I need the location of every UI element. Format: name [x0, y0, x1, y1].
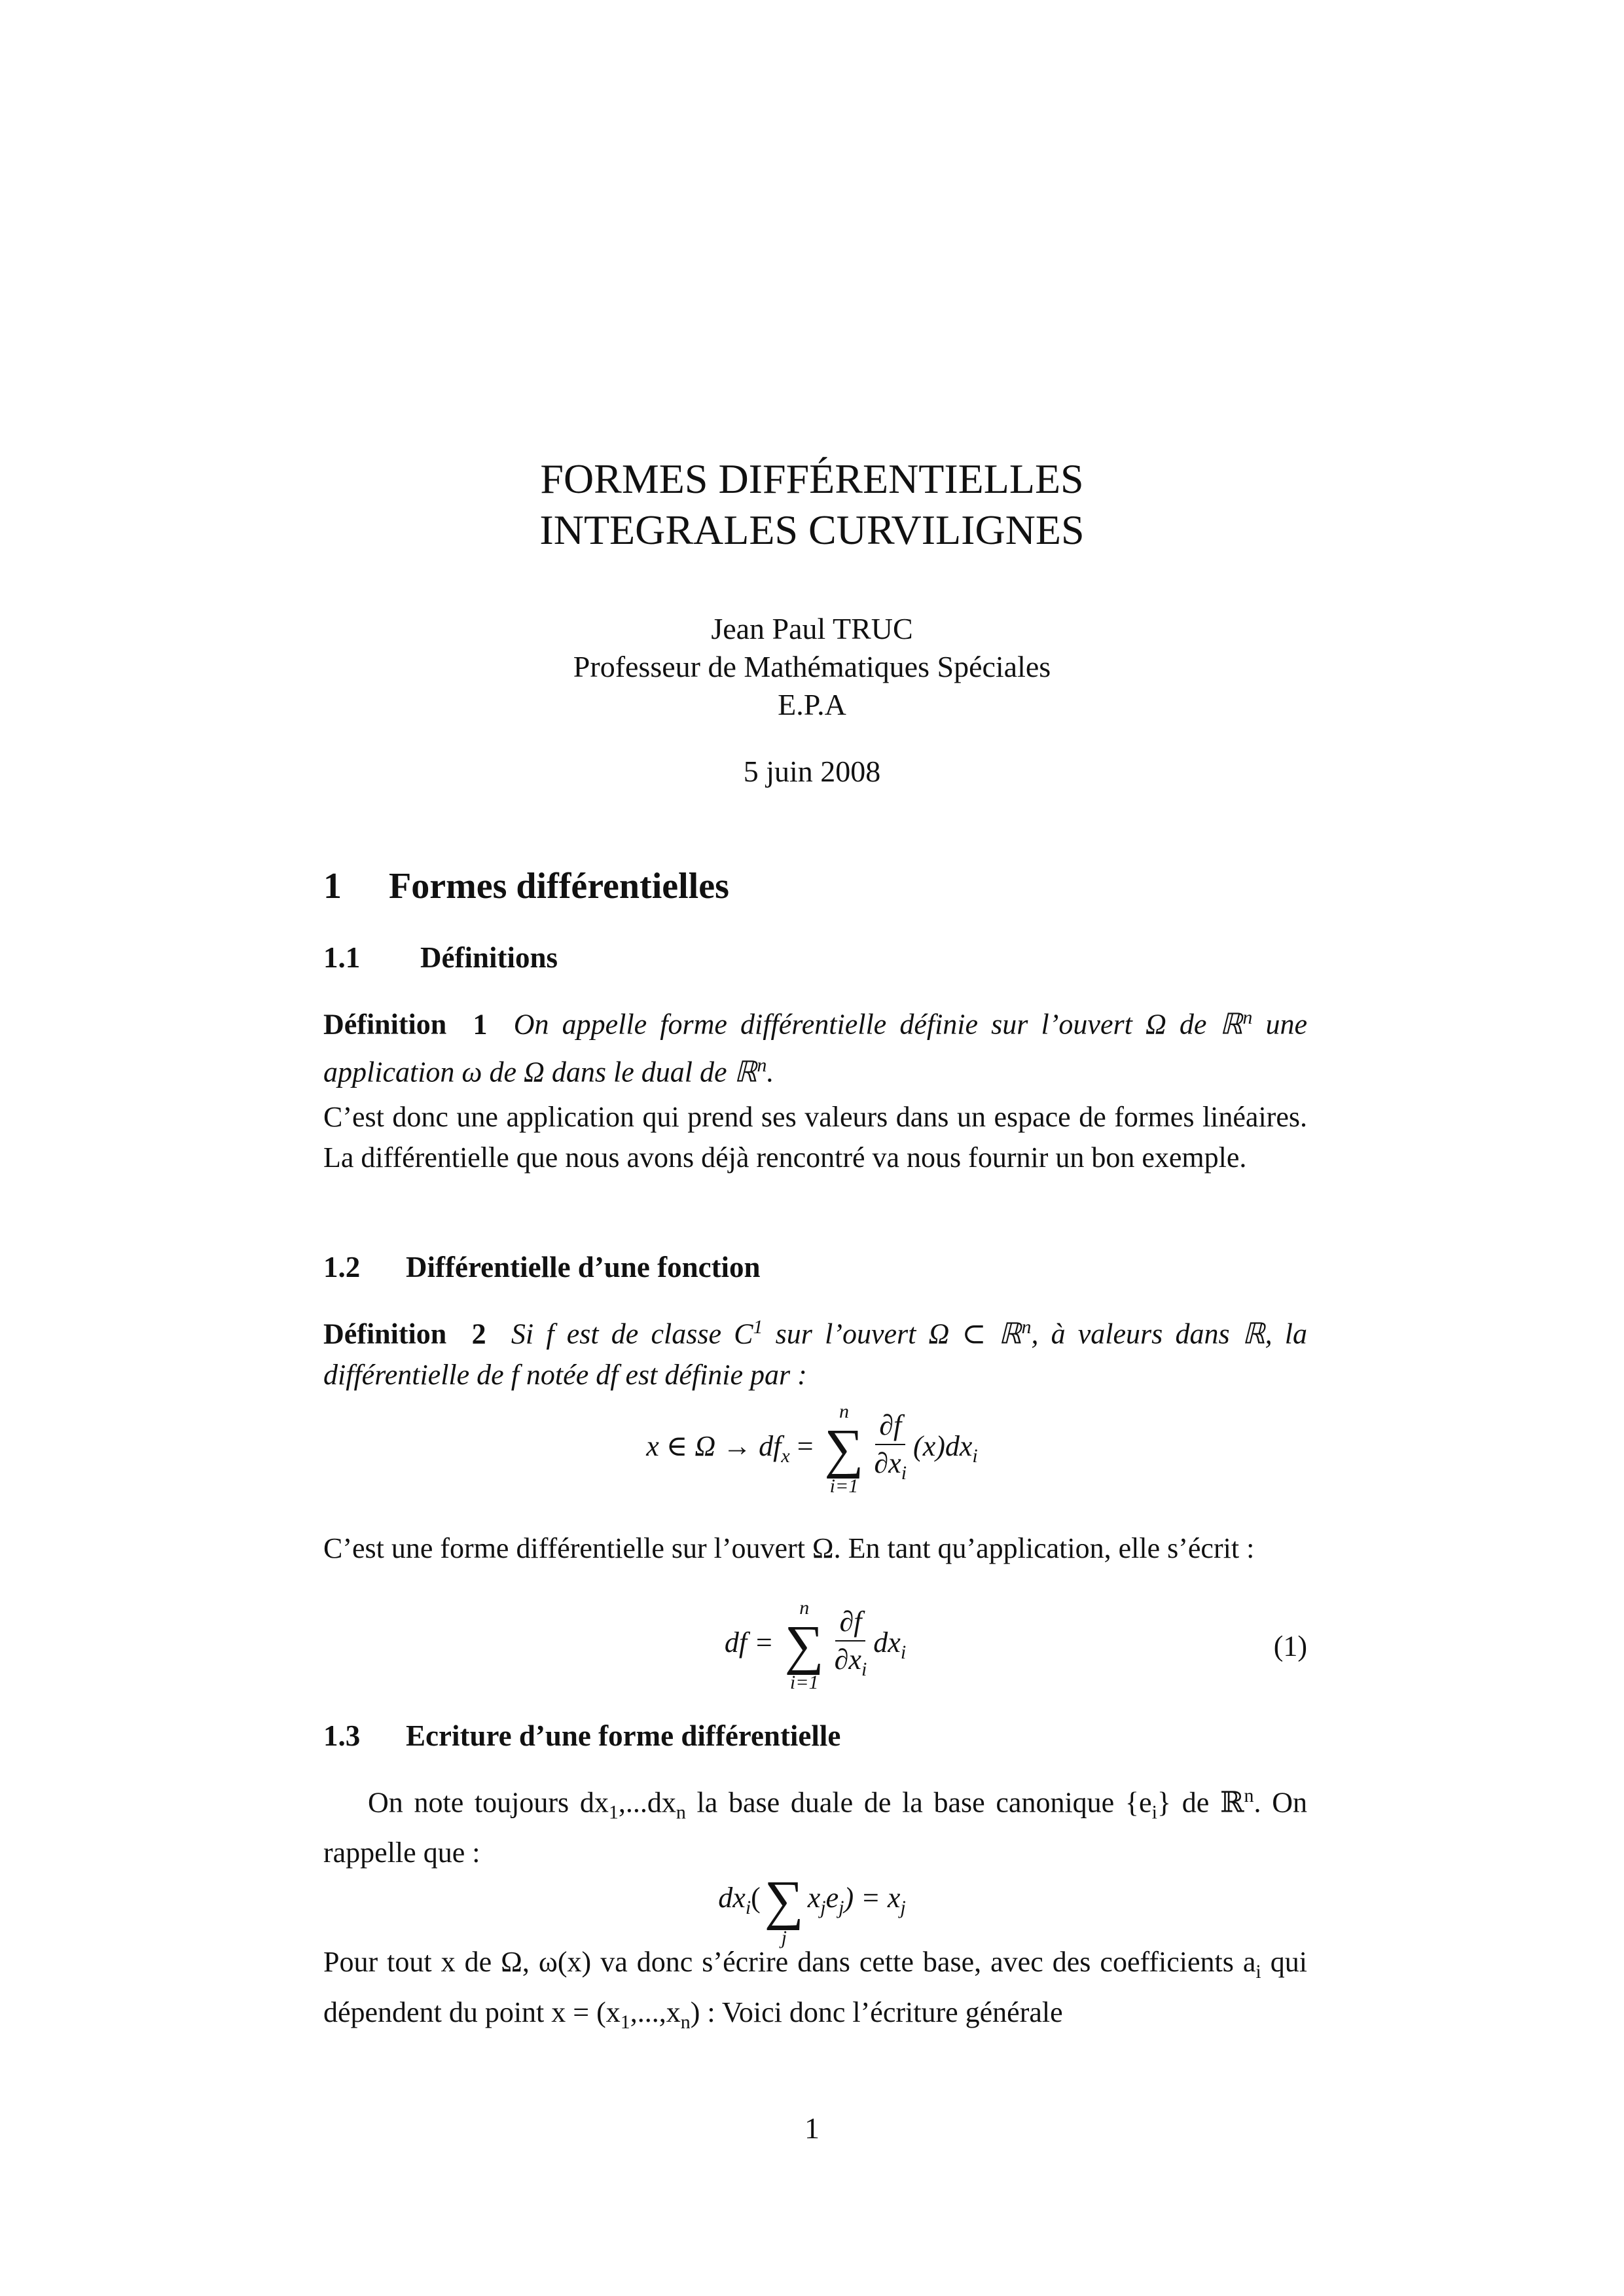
equation-term: dx	[873, 1626, 901, 1659]
definition-text: On appelle forme différentielle définie sur l’ouvert Ω de ℝ	[513, 1008, 1243, 1041]
section-heading	[323, 865, 729, 907]
subscript: i	[1151, 1801, 1157, 1823]
subsection-heading	[323, 1719, 840, 1753]
paragraph	[323, 1942, 1307, 2043]
denominator	[870, 1445, 911, 1490]
document-date: 5 juin 2008	[743, 755, 881, 788]
subscript: i	[972, 1444, 978, 1467]
definition-text: Si f est de classe C	[511, 1318, 753, 1350]
paragraph-text: C’est donc une application qui prend ses valeurs dans un espace de formes linéaires. La différentielle que nous avons déjà rencontré va nous fournir un bon exemple.	[323, 1101, 1307, 1174]
superscript: n	[1021, 1316, 1032, 1338]
paragraph-text: la base duale de la base canonique {e	[685, 1786, 1152, 1819]
display-equation	[0, 1401, 1624, 1498]
sum-upper-limit: n	[839, 1401, 849, 1422]
document-title	[0, 454, 1624, 556]
superscript: n	[757, 1054, 767, 1076]
sum-upper-limit: n	[799, 1597, 810, 1619]
equation-term: x ∈ Ω → df	[646, 1430, 782, 1463]
author-block	[0, 610, 1624, 724]
subscript: i	[861, 1658, 867, 1680]
summation	[825, 1401, 864, 1498]
section-title: Formes différentielles	[389, 866, 729, 906]
subscript: n	[676, 1801, 686, 1823]
superscript: n	[1242, 1007, 1253, 1028]
paragraph-text: } de ℝ	[1157, 1786, 1244, 1819]
subsection-title: Définitions	[420, 941, 558, 974]
subscript: i	[745, 1896, 751, 1918]
equation-body	[323, 1597, 1307, 1694]
section-number: 1	[323, 866, 342, 906]
definition-text: , à valeurs dans ℝ, la différentielle de f notée df est définie par :	[323, 1318, 1308, 1391]
display-equation	[0, 1852, 1624, 1949]
subscript: 1	[620, 2011, 630, 2033]
equals-sign: =	[789, 1430, 821, 1463]
subscript: j	[839, 1896, 844, 1918]
subscript: i	[1255, 1960, 1261, 1982]
definition-label: Définition	[323, 1318, 447, 1350]
equation-term: df =	[724, 1626, 781, 1659]
author-name: Jean Paul TRUC	[711, 612, 913, 645]
sum-lower-limit: i=1	[789, 1672, 819, 1693]
sum-lower-limit: i=1	[829, 1475, 859, 1497]
fraction	[870, 1408, 911, 1490]
definition-text: une application ω de Ω dans le dual de ℝ	[323, 1008, 1308, 1088]
denominator	[831, 1641, 871, 1687]
sigma-symbol: ∑	[784, 1615, 824, 1676]
paragraph-text: C’est une forme différentielle sur l’ouvert Ω. En tant qu’application, elle s’écrit :	[323, 1532, 1255, 1564]
subsection-number: 1.1	[323, 941, 361, 974]
equation-term: ) = x	[844, 1882, 901, 1914]
superscript: n	[1244, 1785, 1254, 1806]
equation-term: dx	[718, 1882, 746, 1914]
definition-number: 2	[471, 1318, 486, 1350]
page-number: 1	[804, 2111, 820, 2145]
sigma-symbol: ∑	[764, 1870, 804, 1931]
paragraph-text: Pour tout x de Ω, ω(x) va donc s’écrire dans cette base, avec des coefficients a	[323, 1946, 1256, 1978]
subsection-heading	[323, 1250, 761, 1284]
subscript: x	[781, 1444, 790, 1467]
superscript: 1	[753, 1316, 763, 1338]
paragraph	[323, 1097, 1307, 1178]
subsection-number: 1.3	[323, 1719, 361, 1752]
paragraph-text: On note toujours dx	[368, 1786, 609, 1819]
definition-text: sur l’ouvert Ω ⊂ ℝ	[763, 1318, 1022, 1350]
paragraph-text: . On rappelle que :	[323, 1786, 1307, 1869]
subsection-title: Ecriture d’une forme différentielle	[406, 1719, 841, 1752]
sum-lower-limit: j	[781, 1927, 787, 1948]
equation-term: (x)dx	[913, 1430, 973, 1463]
definition-2	[323, 1307, 1307, 1395]
subscript: i	[900, 1641, 907, 1663]
equation-number: (1)	[1273, 1630, 1307, 1662]
author-position: Professeur de Mathématiques Spéciales	[573, 650, 1051, 683]
paragraph-text: ,...dx	[618, 1786, 676, 1819]
definition-label: Définition	[323, 1008, 447, 1041]
title-line-2: INTEGRALES CURVILIGNES	[539, 507, 1085, 553]
definition-text: .	[767, 1056, 774, 1088]
definition-number: 1	[473, 1008, 488, 1041]
equation-term: x	[807, 1882, 821, 1914]
summation	[785, 1597, 824, 1694]
paragraph-text: ,...,x	[630, 1996, 681, 2028]
subscript: j	[820, 1896, 826, 1918]
subscript: i	[901, 1462, 907, 1484]
parenthesis: (	[751, 1882, 761, 1914]
paragraph	[323, 1528, 1307, 1569]
author-affiliation: E.P.A	[778, 688, 846, 721]
sigma-symbol: ∑	[824, 1418, 864, 1479]
subscript: 1	[608, 1801, 619, 1823]
fraction	[831, 1605, 871, 1687]
equation-term: e	[825, 1882, 839, 1914]
denominator-text: ∂x	[834, 1643, 861, 1676]
paragraph-text: qui dépendent du point x = (x	[323, 1946, 1307, 2028]
subsection-title: Différentielle d’une fonction	[406, 1251, 761, 1283]
subscript: n	[680, 2011, 691, 2033]
summation	[765, 1852, 804, 1949]
subsection-number: 1.2	[323, 1251, 361, 1283]
numerator: ∂f	[835, 1605, 865, 1641]
paragraph-text: ) : Voici donc l’écriture générale	[690, 1996, 1063, 2028]
title-line-1: FORMES DIFFÉRENTIELLES	[540, 456, 1084, 502]
numbered-equation	[323, 1597, 1307, 1695]
subscript: j	[900, 1896, 906, 1918]
subsection-heading	[323, 941, 558, 975]
numerator: ∂f	[875, 1408, 905, 1445]
definition-1	[323, 997, 1307, 1092]
denominator-text: ∂x	[874, 1446, 901, 1479]
